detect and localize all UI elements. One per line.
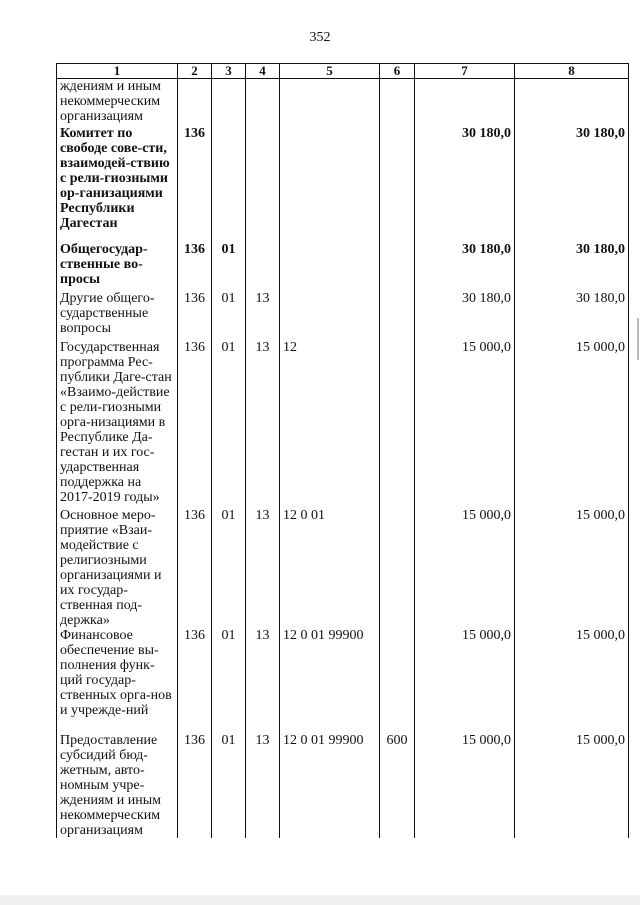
column-header: 2 [178,64,212,79]
target-item-code [280,126,380,242]
table-header-row [57,64,629,79]
section-code [212,126,246,242]
section-code: 01 [212,291,246,340]
item-name: Предоставление субсидий бюд-жетным, авто-номным учре-ждениям и иным некоммерческим организациям [57,733,178,838]
section-code: 01 [212,733,246,838]
amount-year-2: 15 000,0 [515,508,629,628]
table-row [57,628,629,733]
expense-type-code [380,628,415,733]
item-name: Государственная программа Рес-публики Даге-стан «Взаимо-действие с рели-гиозными орга-низациями в Республике Да-гестан и их гос-ударственная поддержка на 2017-2019 годы» [57,340,178,508]
expense-type-code [380,508,415,628]
table-row [57,291,629,340]
target-item-code [280,242,380,291]
subsection-code [246,126,280,242]
amount-year-2: 30 180,0 [515,126,629,242]
subsection-code: 13 [246,733,280,838]
expense-type-code [380,291,415,340]
expense-type-code [380,242,415,291]
ministry-code: 136 [178,733,212,838]
column-header: 1 [57,64,178,79]
column-header: 3 [212,64,246,79]
column-header: 8 [515,64,629,79]
section-code: 01 [212,508,246,628]
table-row [57,340,629,508]
target-item-code [280,79,380,127]
amount-year-1: 30 180,0 [415,126,515,242]
column-header: 6 [380,64,415,79]
ministry-code: 136 [178,628,212,733]
target-item-code: 12 0 01 99900 [280,733,380,838]
target-item-code [280,291,380,340]
amount-year-2: 15 000,0 [515,733,629,838]
amount-year-1: 15 000,0 [415,733,515,838]
item-name: Общегосудар-ственные во-просы [57,242,178,291]
amount-year-1: 30 180,0 [415,291,515,340]
expense-type-code [380,79,415,127]
ministry-code: 136 [178,242,212,291]
table-row [57,126,629,242]
ministry-code: 136 [178,291,212,340]
subsection-code: 13 [246,508,280,628]
item-name: Другие общего-сударственные вопросы [57,291,178,340]
expense-type-code [380,340,415,508]
scan-edge-mark [637,318,639,360]
page-number: 352 [309,30,331,45]
target-item-code: 12 0 01 99900 [280,628,380,733]
ministry-code: 136 [178,340,212,508]
amount-year-2: 15 000,0 [515,340,629,508]
subsection-code: 13 [246,291,280,340]
subsection-code [246,242,280,291]
amount-year-1: 15 000,0 [415,340,515,508]
subsection-code: 13 [246,340,280,508]
column-header: 4 [246,64,280,79]
target-item-code: 12 [280,340,380,508]
expense-type-code: 600 [380,733,415,838]
budget-table-container [56,63,628,849]
item-name: Финансовое обеспечение вы-полнения функ-ций государ-ственных орга-нов и учрежде-ний [57,628,178,733]
amount-year-1: 15 000,0 [415,628,515,733]
amount-year-2: 15 000,0 [515,628,629,733]
ministry-code: 136 [178,508,212,628]
section-code [212,79,246,127]
subsection-code: 13 [246,628,280,733]
ministry-code: 136 [178,126,212,242]
amount-year-1: 30 180,0 [415,242,515,291]
expense-type-code [380,126,415,242]
column-header: 7 [415,64,515,79]
budget-table [56,63,629,838]
section-code: 01 [212,340,246,508]
column-header: 5 [280,64,380,79]
table-row [57,508,629,628]
scan-bottom-edge [0,895,640,905]
amount-year-1: 15 000,0 [415,508,515,628]
table-row [57,733,629,838]
amount-year-1 [415,79,515,127]
table-row [57,242,629,291]
item-name: Комитет по свободе сове-сти, взаимодей-ствию с рели-гиозными ор-ганизациями Республики Дагестан [57,126,178,242]
amount-year-2: 30 180,0 [515,242,629,291]
section-code: 01 [212,628,246,733]
target-item-code: 12 0 01 [280,508,380,628]
amount-year-2 [515,79,629,127]
amount-year-2: 30 180,0 [515,291,629,340]
subsection-code [246,79,280,127]
item-name: Основное меро-приятие «Взаи-модействие с религиозными организациями и их государ-ственная под-держка» [57,508,178,628]
ministry-code [178,79,212,127]
section-code: 01 [212,242,246,291]
item-name: ждениям и иным некоммерческим организациям [57,79,178,127]
table-row [57,79,629,127]
